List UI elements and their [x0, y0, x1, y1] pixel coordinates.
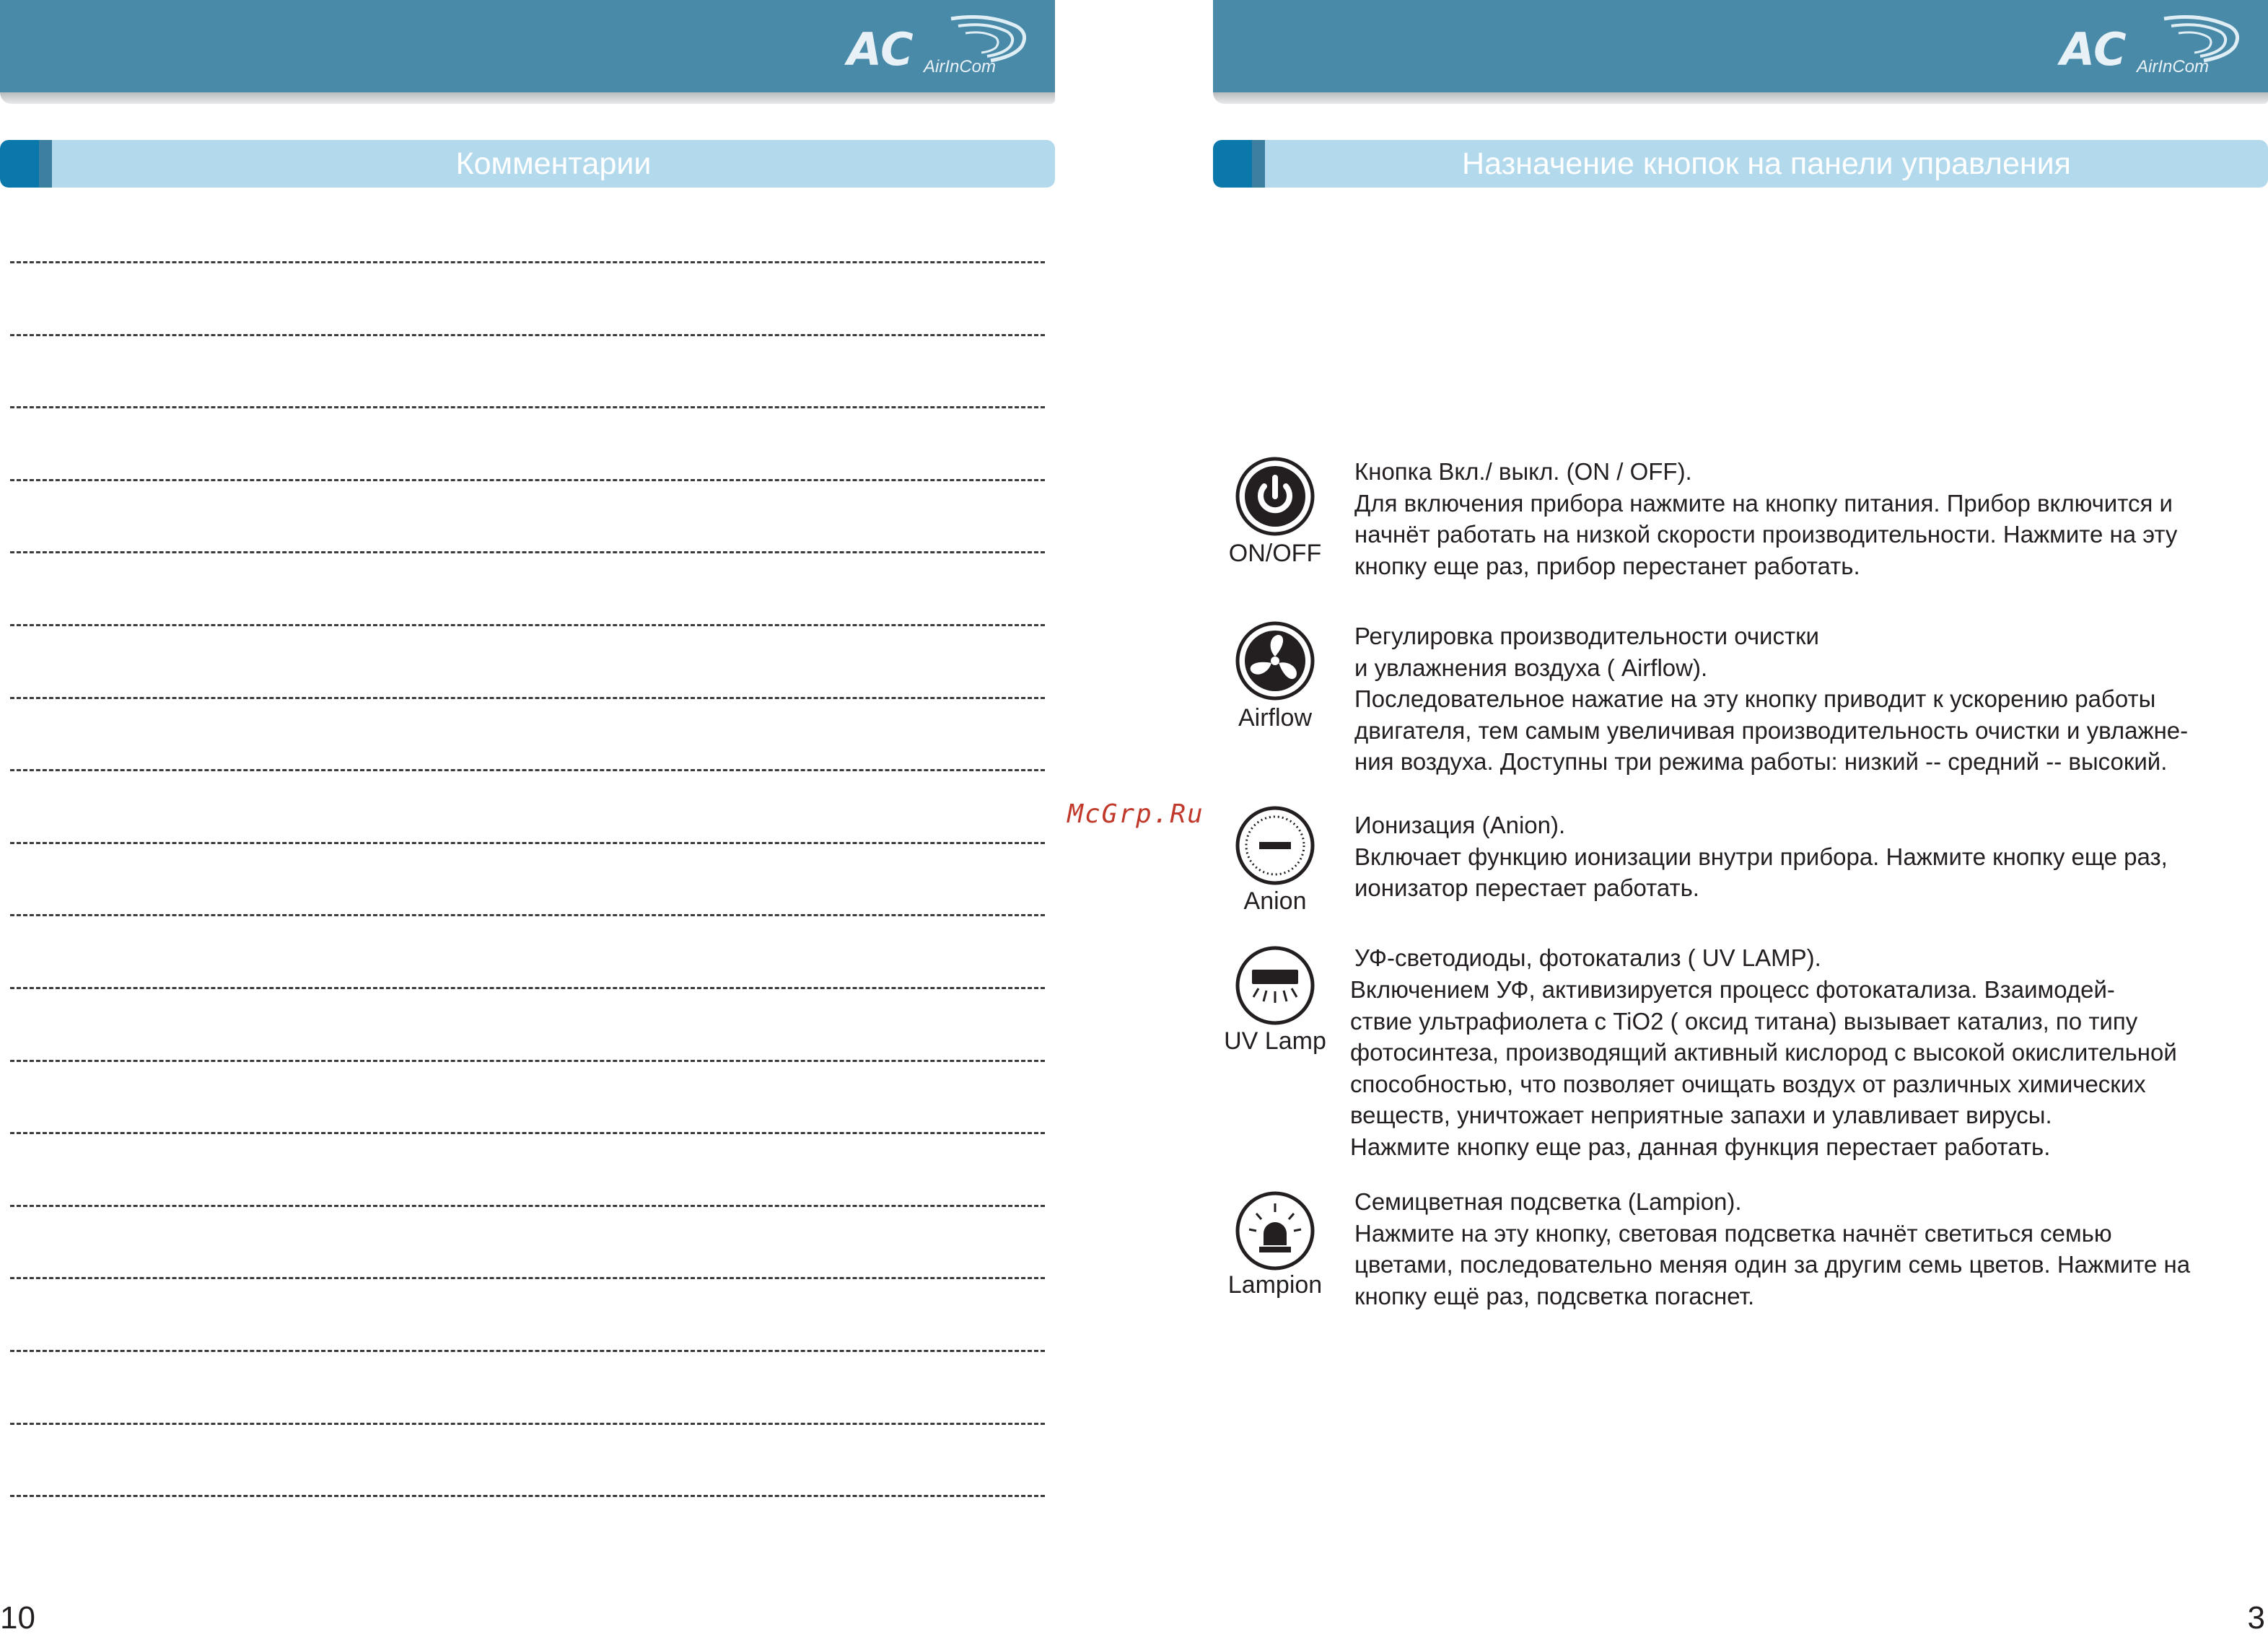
comment-line: [10, 697, 1045, 699]
button-label-airflow: Airflow: [1238, 704, 1313, 732]
comment-line: [10, 1350, 1045, 1352]
comment-line: [10, 1132, 1045, 1134]
power-icon: [1235, 456, 1315, 537]
comment-line: [10, 1205, 1045, 1207]
button-title-uv-lamp: УФ-светодиоды, фотокатализ ( UV LAMP).: [1354, 944, 1821, 971]
section-title: Назначение кнопок на панели управления: [1462, 146, 2071, 181]
comment-line: [10, 914, 1045, 916]
button-description-airflow: Регулировка производительности очистки и увлажнения воздуха ( Airflow). Последовательное нажатие на эту кнопку приводит к ускорению работы двигателя, тем самым увеличивая производительность очистки и увлажне- ния воздуха. Доступны три режима работы: низкий -- средний -- высокий.: [1354, 623, 2189, 775]
svg-text:AirInCom: AirInCom: [2137, 57, 2210, 76]
comment-line: [10, 1277, 1045, 1279]
comment-line: [10, 334, 1045, 336]
button-label-anion: Anion: [1243, 887, 1307, 915]
fan-icon: [1235, 620, 1315, 701]
section-title: Комментарии: [455, 146, 652, 181]
watermark: McGrp.Ru: [1067, 799, 1204, 829]
button-label-lampion: Lampion: [1227, 1271, 1323, 1299]
comment-line: [10, 551, 1045, 553]
comment-line: [10, 406, 1045, 408]
button-description-lampion: Семицветная подсветка (Lampion). Нажмите на эту кнопку, световая подсветка начнёт светиться семью цветами, последовательно меняя один за другим семь цветов. Нажмите на кнопку ещё раз, подсветка погаснет.: [1354, 1188, 2191, 1309]
button-description-anion: Ионизация (Anion). Включает функцию ионизации внутри прибора. Нажмите кнопку еще раз, ионизатор перестает работать.: [1354, 812, 2168, 901]
uv-lamp-icon: [1235, 945, 1315, 1026]
comment-line: [10, 479, 1045, 481]
button-label-onoff: ON/OFF: [1228, 540, 1322, 567]
comment-line: [10, 1060, 1045, 1062]
comment-line: [10, 1423, 1045, 1425]
header-bar: [1213, 0, 2268, 92]
button-label-uv-lamp: UV Lamp: [1224, 1027, 1326, 1055]
page-number: 10: [0, 1600, 35, 1636]
section-bar-buttons: [1213, 140, 2268, 188]
svg-text:AC: AC: [2060, 23, 2127, 76]
comment-line: [10, 1495, 1045, 1497]
header-shadow: [1213, 92, 2268, 104]
anion-icon: [1235, 805, 1315, 886]
lampion-icon: [1235, 1190, 1315, 1271]
button-description-uv-lamp: Включением УФ, активизируется процесс фотокатализа. Взаимодей- ствие ультрафиолета с TiO2 ( оксид титана) вызывает катализ, по типу фотосинтеза, производящий активный кислород с высокой окислительной способностью, что позволяет очищать воздух от различных химических веществ, уничтожает неприятные запахи и улавливает вирусы. Нажмите кнопку еще раз, данная функция перестает работать.: [1350, 976, 2177, 1160]
page-number: 3: [2247, 1600, 2265, 1636]
left-page: [0, 0, 1055, 1637]
svg-text:AC: AC: [847, 23, 914, 76]
comment-line: [10, 769, 1045, 771]
header-bar: [0, 0, 1055, 92]
svg-text:AirInCom: AirInCom: [924, 57, 997, 76]
airincom-logo: [843, 12, 1032, 79]
comment-line: [10, 842, 1045, 844]
comment-line: [10, 987, 1045, 989]
comment-line: [10, 624, 1045, 626]
airincom-logo: [2056, 12, 2245, 79]
comment-line: [10, 261, 1045, 263]
right-page: [1213, 0, 2268, 1637]
button-description-onoff: Кнопка Вкл./ выкл. (ON / OFF). Для включения прибора нажмите на кнопку питания. Прибор включится и начнёт работать на низкой скорости производительности. Нажмите на эту кнопку еще раз, прибор перестанет работать.: [1354, 458, 2178, 579]
header-shadow: [0, 92, 1055, 104]
section-bar-comments: [0, 140, 1055, 188]
